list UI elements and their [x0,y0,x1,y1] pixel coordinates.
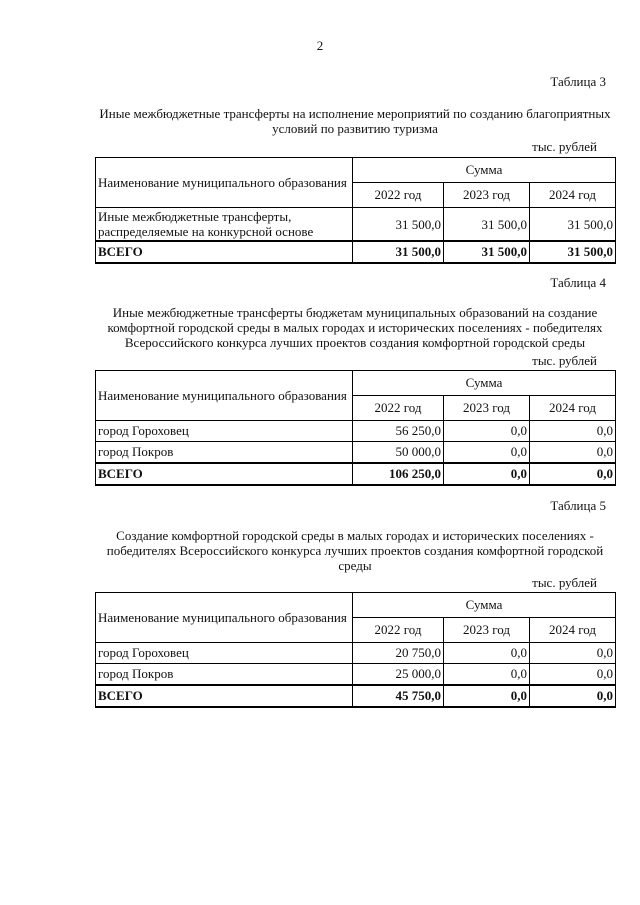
row-name: город Покров [96,442,353,464]
row-value: 56 250,0 [353,421,444,442]
total-value: 0,0 [530,685,616,707]
table-row [96,208,616,242]
total-row [96,463,616,485]
header-name: Наименование муниципального образования [96,593,353,643]
table-5 [95,592,616,708]
row-value: 0,0 [444,643,530,664]
table-4-title: Иные межбюджетные трансферты бюджетам муниципальных образований на создание комфортной городской среды в малых городах и исторических поселениях - победителях Всероссийского конкурса лучших проектов создания комфортной городской среды [107,305,603,350]
header-name: Наименование муниципального образования [96,371,353,421]
row-name: город Гороховец [96,421,353,442]
table-row [96,442,616,464]
total-row [96,685,616,707]
row-value: 31 500,0 [353,208,444,242]
header-year: 2024 год [530,183,616,208]
row-name: город Гороховец [96,643,353,664]
table-4-label: Таблица 4 [550,275,606,290]
table-row [96,643,616,664]
row-value: 0,0 [444,442,530,464]
table-3 [95,157,616,264]
table-4 [95,370,616,486]
header-name: Наименование муниципального образования [96,158,353,208]
table-3-units: тыс. рублей [532,139,597,154]
total-row [96,241,616,263]
row-value: 0,0 [530,421,616,442]
header-year: 2023 год [444,396,530,421]
row-value: 0,0 [444,664,530,686]
row-name: город Покров [96,664,353,686]
total-value: 31 500,0 [530,241,616,263]
total-value: 0,0 [444,463,530,485]
row-value: 0,0 [530,643,616,664]
row-value: 50 000,0 [353,442,444,464]
table-5-units: тыс. рублей [532,575,597,590]
header-year: 2022 год [353,618,444,643]
row-value: 0,0 [444,421,530,442]
header-sum: Сумма [353,158,616,183]
total-value: 0,0 [530,463,616,485]
table-5-label: Таблица 5 [550,498,606,513]
row-value: 20 750,0 [353,643,444,664]
header-year: 2024 год [530,618,616,643]
row-name: Иные межбюджетные трансферты, распределяемые на конкурсной основе [96,208,353,242]
total-value: 45 750,0 [353,685,444,707]
table-4-units: тыс. рублей [532,353,597,368]
total-label: ВСЕГО [96,463,353,485]
row-value: 0,0 [530,664,616,686]
total-label: ВСЕГО [96,241,353,263]
table-5-title: Создание комфортной городской среды в малых городах и исторических поселениях - победителях Всероссийского конкурса лучших проектов создания комфортной городской среды [106,528,604,573]
row-value: 31 500,0 [530,208,616,242]
total-value: 0,0 [444,685,530,707]
header-year: 2024 год [530,396,616,421]
header-year: 2023 год [444,618,530,643]
row-value: 0,0 [530,442,616,464]
total-value: 31 500,0 [444,241,530,263]
header-year: 2022 год [353,396,444,421]
page-number: 2 [316,38,324,53]
total-value: 106 250,0 [353,463,444,485]
table-row [96,664,616,686]
row-value: 25 000,0 [353,664,444,686]
header-sum: Сумма [353,593,616,618]
table-row [96,421,616,442]
header-year: 2023 год [444,183,530,208]
table-3-title: Иные межбюджетные трансферты на исполнение мероприятий по созданию благоприятных условий по развитию туризма [99,106,611,136]
total-label: ВСЕГО [96,685,353,707]
row-value: 31 500,0 [444,208,530,242]
table-3-label: Таблица 3 [550,74,606,89]
total-value: 31 500,0 [353,241,444,263]
header-sum: Сумма [353,371,616,396]
header-year: 2022 год [353,183,444,208]
